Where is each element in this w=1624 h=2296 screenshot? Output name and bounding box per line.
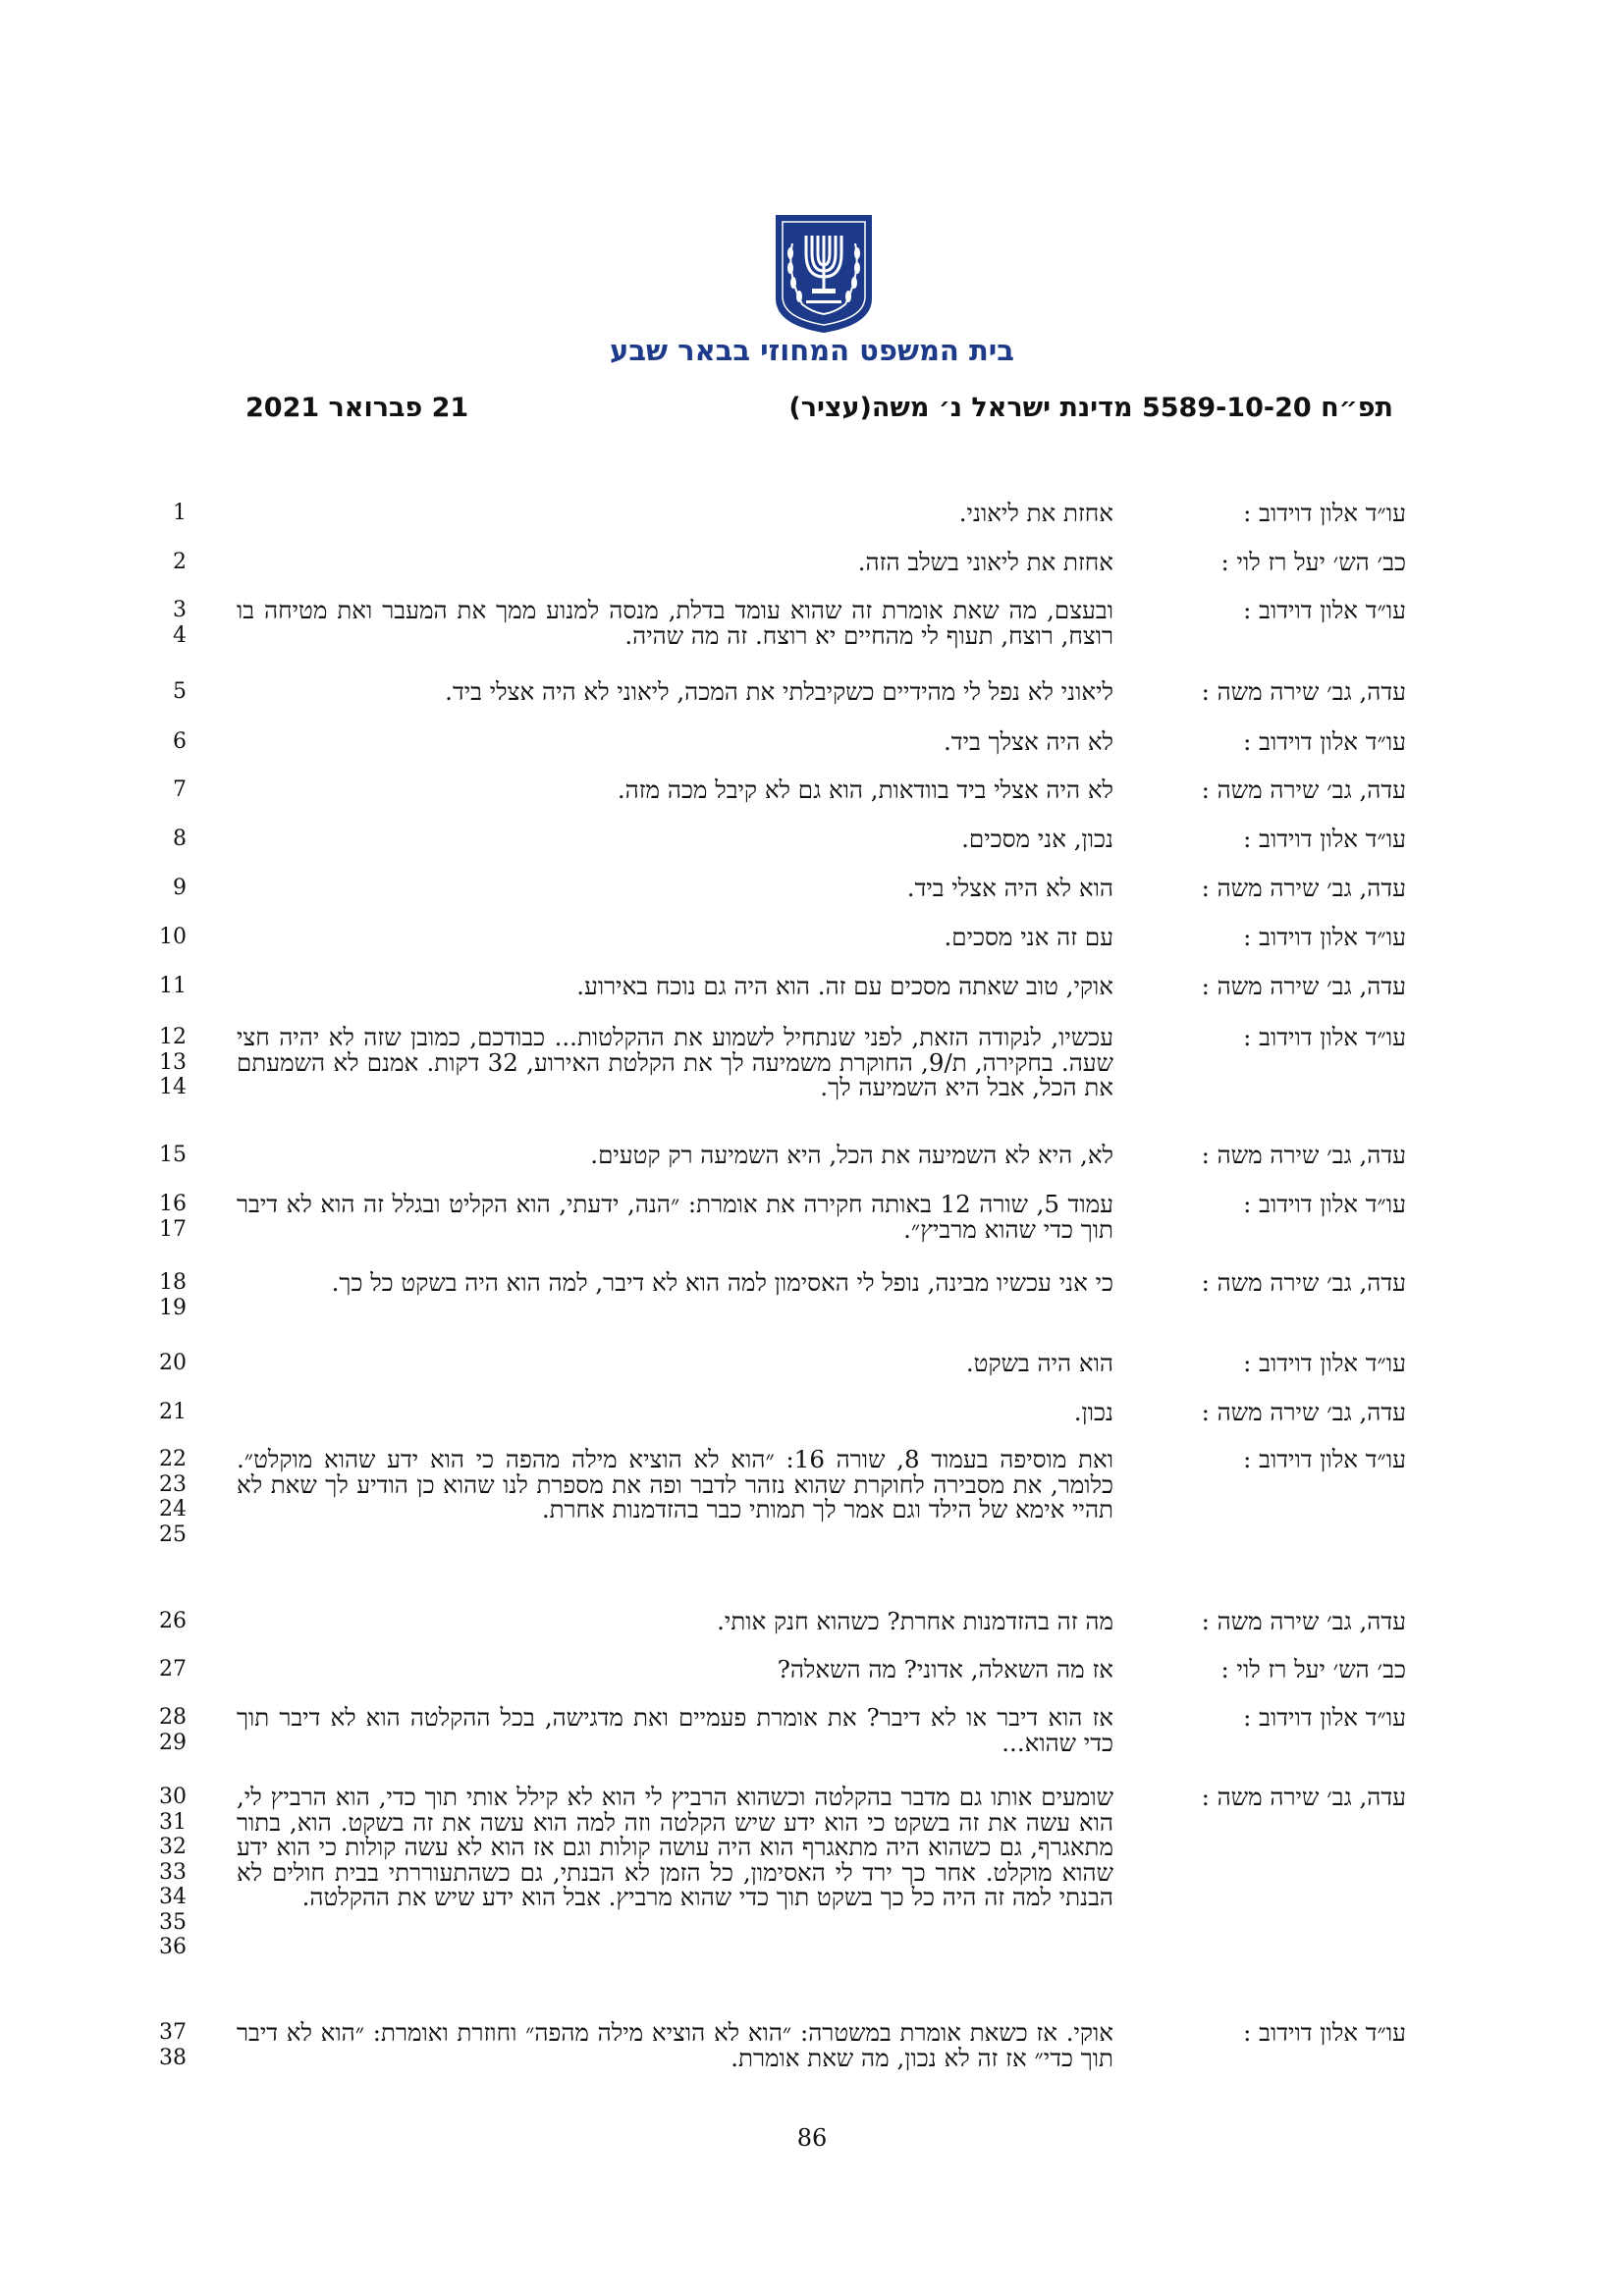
line-numbers [147, 1653, 187, 1682]
speech-text: אז הוא דיבר או לא דיבר? את אומרת פעמיים ואת מדגישה, בכל ההקלטה הוא לא דיבר תוך כדי שהוא... [237, 1703, 1113, 1757]
line-number: 27 [159, 1657, 187, 1682]
line-numbers [147, 774, 187, 803]
line-number: 17 [159, 1216, 187, 1242]
speech-text: ואת מוסיפה בעמוד 8, שורה 16: ״הוא לא הוציא מילה מהפה כי הוא ידע שהוא מוקלט״. כלומר, את מסבירה לחוקרת שהוא נזהר לדבר ופה את מספרת לנו שהוא כן הודיע לך שאת לא תהיי אימא של הילד וגם אמר לך תמותי כבר בהזדמנות אחרת. [237, 1445, 1114, 1523]
speaker-name: עו״ד אלון דוידוב : [1243, 1023, 1406, 1051]
line-number: 37 [159, 2020, 187, 2045]
speech-text: אוקי. אז כשאת אומרת במשטרה: ״הוא לא הוציא מילה מהפה״ וחוזרת ואומרת: ״הוא לא דיבר תוך כדי״ אז זה לא נכון, מה שאת אומרת. [237, 2018, 1113, 2072]
line-number: 22 [159, 1447, 187, 1471]
line-numbers [147, 1701, 187, 1755]
speech-text: לא, היא לא השמיעה את הכל, היא השמיעה רק קטעים. [590, 1141, 1113, 1169]
line-number: 8 [173, 827, 187, 851]
speaker-name: עו״ד אלון דוידוב : [1243, 596, 1406, 624]
speech-text: מה זה בהזדמנות אחרת? כשהוא חנק אותי. [717, 1607, 1113, 1635]
speech-text: כי אני עכשיו מבינה, נופל לי האסימון למה הוא לא דיבר, למה הוא היה בשקט כל כך. [331, 1268, 1113, 1297]
line-numbers [147, 1347, 187, 1376]
speaker-name: עדה, גב׳ שירה משה : [1201, 677, 1406, 706]
line-number: 21 [159, 1400, 187, 1424]
speech-text: אחזת את ליאוני בשלב הזה. [857, 548, 1113, 576]
line-number: 23 [159, 1471, 187, 1497]
line-number: 2 [173, 550, 187, 574]
speaker-name: עו״ד אלון דוידוב : [1243, 1349, 1406, 1377]
speaker-name: עדה, גב׳ שירה משה : [1201, 1398, 1406, 1426]
speech-text: לא היה אצלי ביד בוודאות, הוא גם לא קיבל מכה מזה. [617, 775, 1113, 804]
line-number: 31 [159, 1809, 187, 1835]
line-number: 35 [159, 1909, 187, 1935]
speaker-name: עדה, גב׳ שירה משה : [1201, 775, 1406, 804]
speaker-name: עו״ד אלון דוידוב : [1243, 825, 1406, 853]
line-number: 30 [159, 1785, 187, 1809]
speech-text: ליאוני לא נפל לי מהידיים כשקיבלתי את המכה, ליאוני לא היה אצלי ביד. [445, 677, 1113, 706]
speech-text: אחזת את ליאוני. [958, 499, 1113, 527]
line-number: 3 [173, 598, 187, 622]
line-numbers [147, 1443, 187, 1547]
line-number: 29 [159, 1730, 187, 1755]
line-number: 7 [173, 777, 187, 802]
speaker-name: עדה, גב׳ שירה משה : [1201, 1268, 1406, 1297]
case-number-line: תפ״ח 5589-10-20 מדינת ישראל נ׳ משה(עציר) [788, 393, 1393, 423]
speaker-name: עדה, גב׳ שירה משה : [1201, 972, 1406, 1000]
line-number: 9 [173, 876, 187, 900]
speech-text: נכון, אני מסכים. [961, 825, 1113, 853]
line-number: 15 [159, 1143, 187, 1167]
page-number: 86 [796, 2124, 828, 2152]
speaker-name: עו״ד אלון דוידוב : [1243, 1445, 1406, 1473]
line-numbers [147, 1396, 187, 1425]
line-number: 19 [159, 1295, 187, 1320]
line-number: 10 [159, 925, 187, 949]
line-numbers [147, 1266, 187, 1320]
line-number: 11 [159, 974, 187, 998]
speech-text: ובעצם, מה שאת אומרת זה שהוא עומד בדלת, מנסה למנוע ממך את המעבר ואת מטיחה בו רוצח, רוצח, תעוף לי מהחיים יא רוצח. זה מה שהיה. [237, 596, 1113, 650]
line-numbers [147, 546, 187, 575]
court-name: בית המשפט המחוזי בבאר שבע [610, 334, 1014, 367]
speech-text: שומעים אותו גם מדבר בהקלטה וכשהוא הרביץ לי הוא לא קילל אותי תוך כדי, הוא הרביץ לי, הוא עשה את זה בשקט כי הוא ידע שיש הקלטה וזה למה הוא עשה את זה בשקט. הוא, בתור מתאגרף, גם כשהוא היה מתאגרף הוא היה עושה קולות וגם אז הוא לא עשה קולות כי הוא ידע שהוא מוקלט. אחר כך ירד לי האסימון, כל הזמן לא הבנתי, גם כשהתעוררתי בבית חולים לא הבנתי למה זה היה כל כך בשקט תוך כדי שהוא מרביץ. אבל הוא ידע שיש את ההקלטה. [237, 1783, 1113, 1911]
line-numbers [147, 1781, 187, 1960]
line-numbers [147, 921, 187, 950]
line-number: 33 [159, 1859, 187, 1885]
line-number: 5 [173, 679, 187, 704]
line-numbers [147, 970, 187, 999]
line-number: 1 [173, 501, 187, 525]
speech-text: נכון. [1073, 1398, 1113, 1426]
line-number: 34 [159, 1885, 187, 1909]
line-numbers [147, 823, 187, 852]
speaker-name: עו״ד אלון דוידוב : [1243, 499, 1406, 527]
line-numbers [147, 1188, 187, 1242]
line-number: 18 [159, 1270, 187, 1295]
speech-text: עכשיו, לנקודה הזאת, לפני שנתחיל לשמוע את ההקלטות... כבודכם, כמובן שזה לא יהיה חצי שעה. בחקירה, ת/9, החוקרת משמיעה לך את הקלטת האירוע, 32 דקות. אמנם לא השמעתם את הכל, אבל היא השמיעה לך. [237, 1023, 1113, 1101]
speech-text: עמוד 5, שורה 12 באותה חקירה את אומרת: ״הנה, ידעתי, הוא הקליט ובגלל זה הוא לא דיבר תוך כדי שהוא מרביץ״. [237, 1190, 1113, 1244]
speaker-name: עו״ד אלון דוידוב : [1243, 923, 1406, 951]
line-number: 25 [159, 1522, 187, 1547]
speaker-name: עו״ד אלון דוידוב : [1243, 1190, 1406, 1218]
speaker-name: עו״ד אלון דוידוב : [1243, 2018, 1406, 2047]
line-number: 32 [159, 1835, 187, 1859]
speaker-name: כב׳ הש׳ יעל רז לוי : [1220, 1655, 1406, 1683]
speech-text: הוא לא היה אצלי ביד. [906, 874, 1113, 902]
speaker-name: עדה, גב׳ שירה משה : [1201, 1141, 1406, 1169]
line-numbers [147, 872, 187, 901]
speaker-name: עו״ד אלון דוידוב : [1243, 727, 1406, 756]
speaker-name: כב׳ הש׳ יעל רז לוי : [1220, 548, 1406, 576]
speech-text: אז מה השאלה, אדוני? מה השאלה? [777, 1655, 1113, 1683]
speaker-name: עדה, גב׳ שירה משה : [1201, 874, 1406, 902]
line-number: 13 [159, 1049, 187, 1075]
line-number: 14 [159, 1075, 187, 1099]
line-numbers [147, 2016, 187, 2070]
line-number: 36 [159, 1935, 187, 1959]
speaker-name: עדה, גב׳ שירה משה : [1201, 1783, 1406, 1811]
speech-text: לא היה אצלך ביד. [944, 727, 1113, 756]
speech-text: עם זה אני מסכים. [944, 923, 1113, 951]
line-number: 26 [159, 1609, 187, 1633]
line-numbers [147, 1021, 187, 1100]
speech-text: אוקי, טוב שאתה מסכים עם זה. הוא היה גם נוכח באירוע. [576, 972, 1113, 1000]
line-number: 24 [159, 1497, 187, 1522]
line-numbers [147, 594, 187, 648]
speech-text: הוא היה בשקט. [965, 1349, 1113, 1377]
line-number: 16 [159, 1192, 187, 1216]
line-numbers [147, 1139, 187, 1168]
speaker-name: עדה, גב׳ שירה משה : [1201, 1607, 1406, 1635]
line-number: 20 [159, 1351, 187, 1375]
line-number: 12 [159, 1025, 187, 1049]
line-numbers [147, 725, 187, 755]
line-numbers [147, 497, 187, 526]
line-number: 4 [173, 622, 187, 648]
line-numbers [147, 1605, 187, 1634]
line-number: 28 [159, 1705, 187, 1730]
line-number: 38 [159, 2045, 187, 2070]
line-numbers [147, 675, 187, 705]
line-number: 6 [173, 729, 187, 754]
speaker-name: עו״ד אלון דוידוב : [1243, 1703, 1406, 1732]
hearing-date: 21 פברואר 2021 [245, 393, 469, 423]
